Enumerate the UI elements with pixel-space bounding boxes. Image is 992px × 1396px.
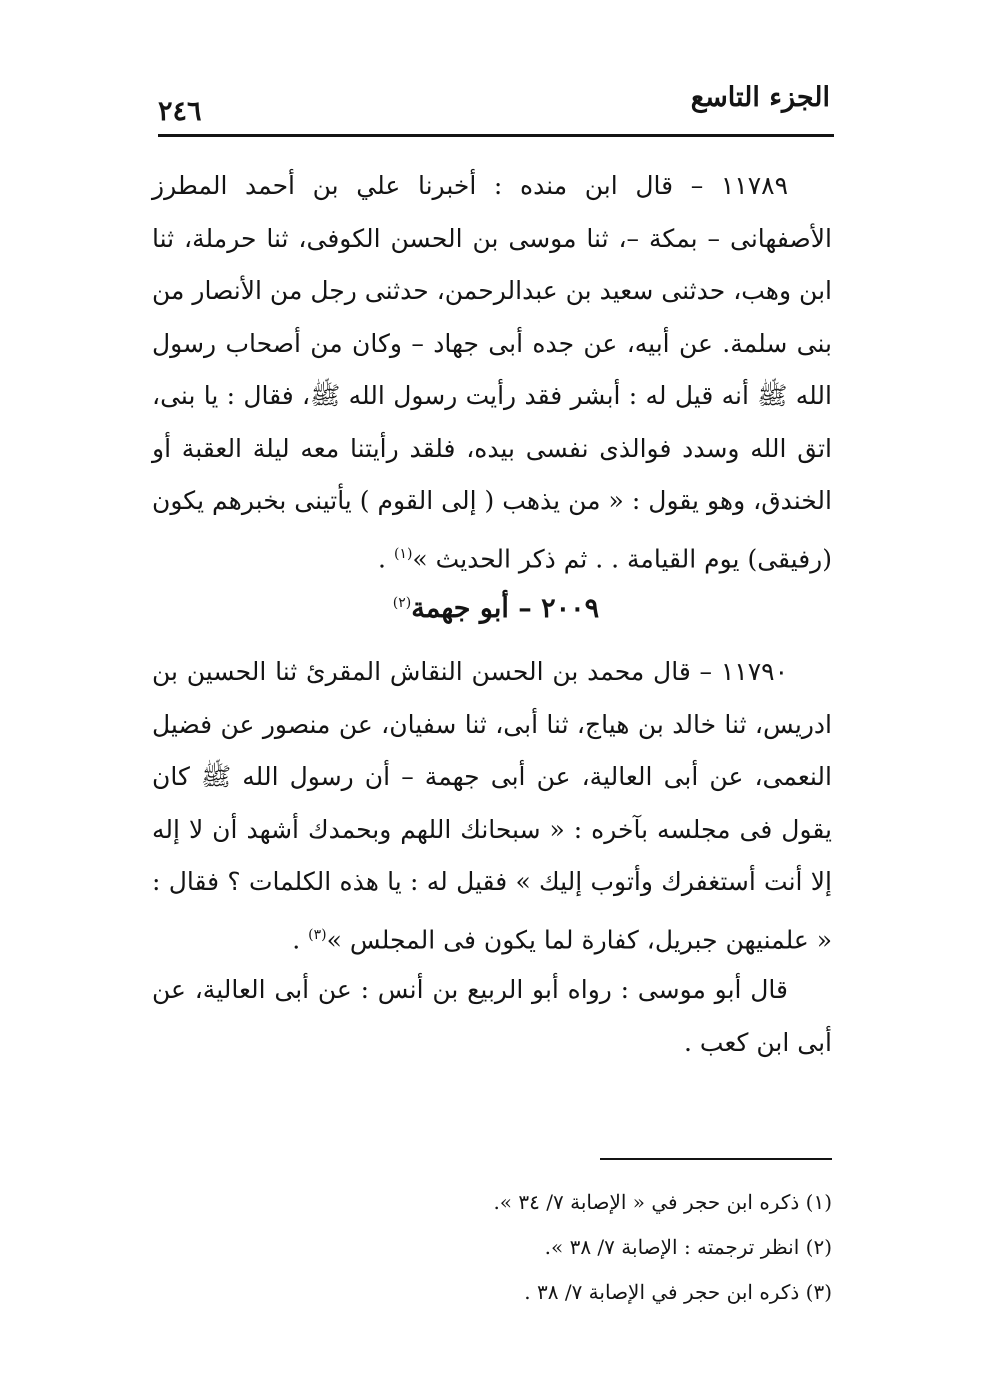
running-title: الجزء التاسع: [690, 82, 830, 113]
footnote-1: (١) ذكره ابن حجر في « الإصابة ٧/ ٣٤ ».: [493, 1190, 832, 1214]
header-rule: [158, 134, 834, 137]
hadith-11789: [152, 160, 832, 585]
abu-musa-text: قال أبو موسى : رواه أبو الربيع بن أنس : عن أبى العالية، عن أبى ابن كعب .: [152, 975, 832, 1057]
section-heading: [0, 578, 992, 634]
abu-musa-paragraph: [152, 964, 832, 1069]
abu-musa-note: [152, 964, 832, 1069]
hadith-11790: [152, 646, 832, 966]
section-name: أبو جهمة: [411, 593, 509, 624]
hadith-11790-text: – قال محمد بن الحسن النقاش المقرئ ثنا الحسين بن ادريس، ثنا خالد بن هياج، ثنا أبى، ثنا سفيان، عن منصور عن فضيل النعمى، عن أبى العالية، عن أبى جهمة – أن رسول الله ﷺ كان يقول فى مجلسه بآخره : « سبحانك اللهم وبحمدك أشهد أن لا إله إلا أنت أستغفرك وأتوب إليك » فقيل له : يا هذه الكلمات ؟ فقال : « علمنيهن جبريل، كفارة لما يكون فى المجلس »: [152, 657, 832, 954]
hadith-11789-text: – قال ابن منده : أخبرنا علي بن أحمد المطرز الأصفهانى – بمكة –، ثنا موسى بن الحسن الكوفى، ثنا حرملة، ثنا ابن وهب، حدثنى سعيد بن عبدالرحمن، حدثنى رجل من الأنصار من بنى سلمة. عن أبيه، عن جده أبى جهاد – وكان من أصحاب رسول الله ﷺ أنه قيل له : أبشر فقد رأيت رسول الله ﷺ، فقال : يا بنى، اتق الله وسدد فوالذى نفسى بيده، فلقد رأيتنا معه ليلة العقبة أو الخندق، وهو يقول : « من يذهب ( إلى القوم ) يأتينى بخبرهم يكون (رفيقى) يوم القيامة . . ثم ذكر الحديث »: [152, 171, 832, 573]
section-dash: –: [518, 593, 532, 624]
hadith-11789-end: .: [378, 543, 386, 573]
footnote-ref-1: (١): [393, 545, 413, 562]
section-number: ٢٠٠٩: [541, 593, 600, 624]
hadith-11789-number: ١١٧٨٩: [720, 171, 788, 200]
footnote-rule: [600, 1158, 832, 1160]
footnote-2: (٢) انظر ترجمته : الإصابة ٧/ ٣٨ ».: [544, 1235, 832, 1259]
footnote-ref-3: (٣): [308, 926, 327, 943]
hadith-11790-paragraph: [152, 646, 832, 966]
footnote-ref-2: (٢): [392, 595, 412, 611]
footnote-3: (٣) ذكره ابن حجر في الإصابة ٧/ ٣٨ .: [524, 1280, 832, 1304]
hadith-11789-paragraph: [152, 160, 832, 585]
hadith-11790-end: .: [292, 924, 301, 954]
hadith-11790-number: ١١٧٩٠: [720, 657, 788, 686]
footnotes: [152, 1180, 832, 1315]
page-number: ٢٤٦: [158, 96, 202, 127]
